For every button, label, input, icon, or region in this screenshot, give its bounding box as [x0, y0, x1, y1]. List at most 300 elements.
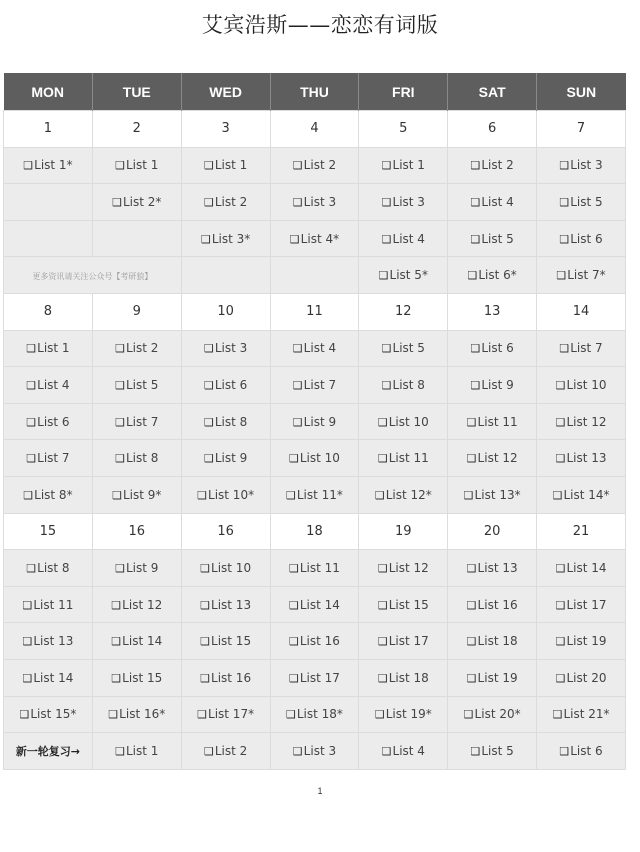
list-cell [92, 550, 181, 587]
checkbox-icon[interactable]: ❑ [292, 342, 303, 356]
list-label: List 9 [303, 414, 337, 429]
list-label: List 16 [299, 634, 340, 649]
list-label: List 4 [37, 377, 70, 392]
list-label: List 6* [478, 268, 517, 283]
checkbox-icon[interactable]: ❑ [23, 159, 34, 173]
list-label: List 1 [37, 341, 70, 356]
list-cell [92, 403, 181, 440]
checkbox-icon[interactable]: ❑ [381, 232, 392, 246]
list-cell [181, 330, 270, 367]
list-cell [4, 257, 182, 294]
date-cell: 18 [270, 513, 359, 550]
list-cell [181, 220, 270, 257]
checkbox-icon[interactable]: ❑ [22, 598, 33, 612]
checkbox-icon[interactable]: ❑ [285, 488, 296, 502]
checkbox-icon[interactable]: ❑ [115, 342, 125, 356]
checkbox-icon[interactable]: ❑ [470, 342, 481, 356]
list-label: List 15 [211, 634, 252, 649]
list-label: List 13* [474, 487, 521, 502]
checkbox-icon[interactable]: ❑ [115, 415, 125, 429]
list-label: List 5 [481, 231, 514, 246]
checkbox-icon[interactable]: ❑ [200, 561, 211, 575]
checkbox-icon[interactable]: ❑ [559, 232, 570, 246]
list-cell [4, 330, 93, 367]
checkbox-icon[interactable]: ❑ [374, 708, 385, 722]
date-cell: 13 [448, 293, 537, 330]
list-cell [181, 257, 270, 294]
checkbox-icon[interactable]: ❑ [466, 671, 477, 685]
checkbox-icon[interactable]: ❑ [467, 269, 478, 283]
checkbox-icon[interactable]: ❑ [466, 561, 477, 575]
list-cell [270, 440, 359, 477]
list-label: List 1 [125, 743, 159, 758]
checkbox-icon[interactable]: ❑ [377, 415, 388, 429]
list-cell [359, 696, 448, 733]
checkbox-icon[interactable]: ❑ [470, 195, 481, 209]
list-cell [4, 440, 93, 477]
list-label: List 3* [211, 231, 251, 246]
list-label: List 12 [122, 597, 163, 612]
list-label: List 14 [566, 560, 607, 575]
list-label: List 1 [392, 158, 425, 173]
date-row [4, 111, 626, 148]
checkbox-icon[interactable]: ❑ [26, 342, 37, 356]
list-label: List 6 [481, 341, 514, 356]
list-cell [4, 367, 93, 404]
checkbox-icon[interactable]: ❑ [292, 159, 303, 173]
checkbox-icon[interactable]: ❑ [288, 452, 299, 466]
list-cell [181, 440, 270, 477]
list-label: List 16 [477, 597, 518, 612]
list-row [4, 367, 626, 404]
list-cell [92, 367, 181, 404]
list-cell [537, 330, 626, 367]
checkbox-icon[interactable]: ❑ [288, 671, 299, 685]
list-cell [4, 147, 93, 184]
list-label: List 17 [388, 634, 429, 649]
list-cell [359, 257, 448, 294]
checkbox-icon[interactable]: ❑ [285, 708, 296, 722]
checkbox-icon[interactable]: ❑ [381, 378, 392, 392]
list-label: List 6 [570, 231, 603, 246]
date-cell: 1 [4, 111, 93, 148]
checkbox-icon[interactable]: ❑ [19, 708, 30, 722]
list-label: List 2 [214, 194, 248, 209]
list-label: List 2* [122, 194, 162, 209]
list-row [4, 257, 626, 294]
checkbox-icon[interactable]: ❑ [288, 635, 299, 649]
list-label: List 14 [33, 670, 74, 685]
weekday-header-fri: FRI [359, 73, 448, 111]
list-row [4, 147, 626, 184]
list-label: List 7 [125, 414, 159, 429]
checkbox-icon[interactable]: ❑ [203, 415, 214, 429]
list-cell [181, 586, 270, 623]
list-label: List 20* [474, 707, 521, 722]
list-cell [270, 330, 359, 367]
checkbox-icon[interactable]: ❑ [555, 561, 566, 575]
list-cell [537, 659, 626, 696]
list-label: List 10 [211, 560, 252, 575]
list-row [4, 733, 626, 770]
list-cell [448, 403, 537, 440]
checkbox-icon[interactable]: ❑ [559, 342, 570, 356]
list-label: List 1* [34, 158, 73, 173]
date-cell: 20 [448, 513, 537, 550]
list-cell [537, 623, 626, 660]
list-label: List 13 [566, 451, 607, 466]
list-label: List 10 [388, 414, 429, 429]
checkbox-icon[interactable]: ❑ [115, 159, 125, 173]
checkbox-icon[interactable]: ❑ [203, 744, 214, 758]
checkbox-icon[interactable]: ❑ [555, 635, 566, 649]
list-cell [448, 330, 537, 367]
list-cell [359, 476, 448, 513]
list-label: List 6 [37, 414, 70, 429]
list-cell [537, 367, 626, 404]
list-cell [448, 147, 537, 184]
list-cell [537, 147, 626, 184]
list-cell [448, 733, 537, 770]
list-label: List 20 [566, 670, 607, 685]
checkbox-icon[interactable]: ❑ [111, 671, 122, 685]
weekday-header-tue: TUE [92, 73, 181, 111]
page-title: 艾宾浩斯——恋恋有词版 [201, 13, 439, 37]
list-label: List 2 [481, 158, 514, 173]
checkbox-icon[interactable]: ❑ [203, 378, 214, 392]
new-round-label: 新一轮复习→ [15, 744, 81, 758]
list-label: List 18* [296, 707, 343, 722]
checkbox-icon[interactable]: ❑ [22, 635, 33, 649]
checkbox-icon[interactable]: ❑ [26, 561, 37, 575]
checkbox-icon[interactable]: ❑ [111, 635, 122, 649]
list-label: List 5 [570, 194, 603, 209]
checkbox-icon[interactable]: ❑ [115, 744, 125, 758]
list-cell [537, 184, 626, 221]
checkbox-icon[interactable]: ❑ [377, 635, 388, 649]
list-label: List 11 [388, 451, 429, 466]
checkbox-icon[interactable]: ❑ [112, 195, 122, 209]
list-label: List 4 [481, 194, 514, 209]
checkbox-icon[interactable]: ❑ [556, 269, 567, 283]
checkbox-icon[interactable]: ❑ [559, 744, 570, 758]
list-cell [181, 367, 270, 404]
weekday-header-thu: THU [270, 73, 359, 111]
checkbox-icon[interactable]: ❑ [203, 195, 214, 209]
list-cell [181, 403, 270, 440]
checkbox-icon[interactable]: ❑ [197, 488, 208, 502]
checkbox-icon[interactable]: ❑ [292, 744, 303, 758]
date-cell: 11 [270, 293, 359, 330]
list-cell [181, 733, 270, 770]
checkbox-icon[interactable]: ❑ [115, 561, 125, 575]
checkbox-icon[interactable]: ❑ [292, 378, 303, 392]
checkbox-icon[interactable]: ❑ [288, 561, 299, 575]
checkbox-icon[interactable]: ❑ [377, 561, 388, 575]
list-cell [270, 257, 359, 294]
checkbox-icon[interactable]: ❑ [292, 415, 303, 429]
list-cell [181, 147, 270, 184]
list-label: List 15 [122, 670, 163, 685]
checkbox-icon[interactable]: ❑ [374, 488, 385, 502]
list-cell [359, 184, 448, 221]
list-label: List 18 [388, 670, 429, 685]
checkbox-icon[interactable]: ❑ [112, 488, 122, 502]
list-cell [181, 476, 270, 513]
checkbox-icon[interactable]: ❑ [203, 342, 214, 356]
list-label: List 11 [299, 560, 340, 575]
list-label: List 8 [392, 377, 425, 392]
list-cell [359, 147, 448, 184]
list-label: List 12 [477, 451, 518, 466]
list-label: List 21* [563, 707, 610, 722]
list-label: List 8 [125, 451, 159, 466]
list-label: List 5* [389, 268, 428, 283]
checkbox-icon[interactable]: ❑ [377, 671, 388, 685]
list-label: List 19* [385, 707, 432, 722]
weekday-header-mon: MON [4, 73, 93, 111]
list-cell [4, 220, 93, 257]
weekday-header-wed: WED [181, 73, 270, 111]
checkbox-icon[interactable]: ❑ [466, 452, 477, 466]
list-cell [92, 623, 181, 660]
list-row [4, 623, 626, 660]
list-cell [270, 147, 359, 184]
checkbox-icon[interactable]: ❑ [463, 488, 474, 502]
list-label: List 12* [385, 487, 432, 502]
list-cell [448, 696, 537, 733]
checkbox-icon[interactable]: ❑ [377, 452, 388, 466]
list-cell [4, 403, 93, 440]
list-label: List 17 [299, 670, 340, 685]
list-cell [448, 659, 537, 696]
date-cell: 8 [4, 293, 93, 330]
list-label: List 7* [567, 268, 606, 283]
list-label: List 19 [566, 634, 607, 649]
list-cell [4, 733, 93, 770]
checkbox-icon[interactable]: ❑ [466, 635, 477, 649]
list-label: List 13 [477, 560, 518, 575]
date-cell: 4 [270, 111, 359, 148]
checkbox-icon[interactable]: ❑ [289, 232, 300, 246]
list-label: List 16* [119, 707, 166, 722]
list-label: List 6 [214, 377, 248, 392]
list-label: List 8* [34, 487, 73, 502]
list-cell [270, 623, 359, 660]
list-label: List 16 [211, 670, 252, 685]
list-row [4, 440, 626, 477]
list-cell [270, 696, 359, 733]
list-label: List 14 [299, 597, 340, 612]
checkbox-icon[interactable]: ❑ [26, 378, 37, 392]
checkbox-icon[interactable]: ❑ [470, 378, 481, 392]
checkbox-icon[interactable]: ❑ [108, 708, 119, 722]
date-cell: 6 [448, 111, 537, 148]
checkbox-icon[interactable]: ❑ [381, 342, 392, 356]
list-cell [270, 659, 359, 696]
date-cell: 16 [92, 513, 181, 550]
list-cell [270, 550, 359, 587]
checkbox-icon[interactable]: ❑ [381, 195, 392, 209]
date-cell: 5 [359, 111, 448, 148]
list-cell [359, 403, 448, 440]
checkbox-icon[interactable]: ❑ [552, 708, 563, 722]
list-label: List 13 [33, 634, 74, 649]
list-cell [448, 440, 537, 477]
list-cell [92, 440, 181, 477]
list-cell [92, 330, 181, 367]
list-cell [359, 733, 448, 770]
list-label: List 15 [388, 597, 429, 612]
date-cell: 12 [359, 293, 448, 330]
list-label: List 3 [214, 341, 248, 356]
checkbox-icon[interactable]: ❑ [555, 452, 566, 466]
checkbox-icon[interactable]: ❑ [200, 232, 211, 246]
list-cell [359, 623, 448, 660]
list-label: List 2 [125, 341, 159, 356]
list-cell [448, 367, 537, 404]
list-cell [448, 184, 537, 221]
checkbox-icon[interactable]: ❑ [378, 269, 389, 283]
date-cell: 16 [181, 513, 270, 550]
list-label: List 5 [125, 377, 159, 392]
checkbox-icon[interactable]: ❑ [23, 488, 34, 502]
checkbox-icon[interactable]: ❑ [203, 452, 214, 466]
list-label: List 4 [392, 231, 425, 246]
list-cell [92, 659, 181, 696]
list-cell [4, 586, 93, 623]
list-row [4, 659, 626, 696]
checkbox-icon[interactable]: ❑ [115, 452, 125, 466]
list-label: List 6 [570, 743, 603, 758]
checkbox-icon[interactable]: ❑ [552, 488, 563, 502]
list-label: List 19 [477, 670, 518, 685]
checkbox-icon[interactable]: ❑ [555, 671, 566, 685]
list-label: List 2 [303, 158, 337, 173]
list-cell [448, 220, 537, 257]
list-cell [270, 220, 359, 257]
list-label: List 13 [211, 597, 252, 612]
checkbox-icon[interactable]: ❑ [559, 195, 570, 209]
checkbox-icon[interactable]: ❑ [200, 671, 211, 685]
list-label: List 17* [208, 707, 255, 722]
list-row [4, 330, 626, 367]
list-cell [4, 184, 93, 221]
checkbox-icon[interactable]: ❑ [197, 708, 208, 722]
checkbox-icon[interactable]: ❑ [288, 598, 299, 612]
list-cell [270, 184, 359, 221]
list-label: List 3 [570, 158, 603, 173]
list-cell [92, 476, 181, 513]
list-cell [270, 367, 359, 404]
checkbox-icon[interactable]: ❑ [111, 598, 122, 612]
checkbox-icon[interactable]: ❑ [559, 159, 570, 173]
list-cell [92, 147, 181, 184]
list-cell [448, 476, 537, 513]
list-row [4, 586, 626, 623]
date-cell: 14 [537, 293, 626, 330]
list-label: List 4 [392, 743, 425, 758]
date-cell: 3 [181, 111, 270, 148]
list-cell [92, 220, 181, 257]
list-cell [4, 659, 93, 696]
list-label: List 8 [214, 414, 248, 429]
list-cell [359, 220, 448, 257]
list-label: List 3 [392, 194, 425, 209]
page-number: 1 [317, 786, 323, 796]
weekday-header-sun: SUN [537, 73, 626, 111]
checkbox-icon[interactable]: ❑ [470, 159, 481, 173]
weekday-header-row [4, 73, 626, 111]
list-label: List 7 [303, 377, 337, 392]
list-cell [270, 403, 359, 440]
date-cell: 19 [359, 513, 448, 550]
checkbox-icon[interactable]: ❑ [377, 598, 388, 612]
date-row [4, 513, 626, 550]
date-cell: 21 [537, 513, 626, 550]
date-cell: 15 [4, 513, 93, 550]
list-cell [537, 696, 626, 733]
checkbox-icon[interactable]: ❑ [203, 159, 214, 173]
list-row [4, 184, 626, 221]
checkbox-icon[interactable]: ❑ [115, 378, 125, 392]
checkbox-icon[interactable]: ❑ [26, 415, 37, 429]
list-label: List 9* [122, 487, 162, 502]
list-label: List 1 [214, 158, 248, 173]
list-label: List 9 [214, 451, 248, 466]
list-cell [4, 623, 93, 660]
checkbox-icon[interactable]: ❑ [555, 378, 566, 392]
list-label: List 10* [208, 487, 255, 502]
list-cell [181, 184, 270, 221]
checkbox-icon[interactable]: ❑ [22, 671, 33, 685]
checkbox-icon[interactable]: ❑ [292, 195, 303, 209]
list-row [4, 550, 626, 587]
list-label: List 9 [125, 560, 159, 575]
list-cell [537, 733, 626, 770]
checkbox-icon[interactable]: ❑ [381, 159, 392, 173]
list-label: List 7 [570, 341, 603, 356]
list-cell [448, 623, 537, 660]
checkbox-icon[interactable]: ❑ [466, 598, 477, 612]
list-cell [537, 586, 626, 623]
checkbox-icon[interactable]: ❑ [463, 708, 474, 722]
date-cell: 2 [92, 111, 181, 148]
list-cell [537, 440, 626, 477]
list-label: List 1 [125, 158, 159, 173]
checkbox-icon[interactable]: ❑ [200, 635, 211, 649]
list-cell [92, 184, 181, 221]
checkbox-icon[interactable]: ❑ [555, 598, 566, 612]
date-cell: 10 [181, 293, 270, 330]
list-row [4, 403, 626, 440]
list-label: List 10 [299, 451, 340, 466]
checkbox-icon[interactable]: ❑ [466, 415, 477, 429]
checkbox-icon[interactable]: ❑ [470, 744, 481, 758]
checkbox-icon[interactable]: ❑ [381, 744, 392, 758]
list-label: List 12 [566, 414, 607, 429]
checkbox-icon[interactable]: ❑ [470, 232, 481, 246]
checkbox-icon[interactable]: ❑ [26, 452, 37, 466]
checkbox-icon[interactable]: ❑ [555, 415, 566, 429]
checkbox-icon[interactable]: ❑ [200, 598, 211, 612]
date-cell: 9 [92, 293, 181, 330]
list-cell [359, 659, 448, 696]
list-label: List 12 [388, 560, 429, 575]
list-cell [448, 550, 537, 587]
list-cell [359, 367, 448, 404]
list-cell [359, 330, 448, 367]
